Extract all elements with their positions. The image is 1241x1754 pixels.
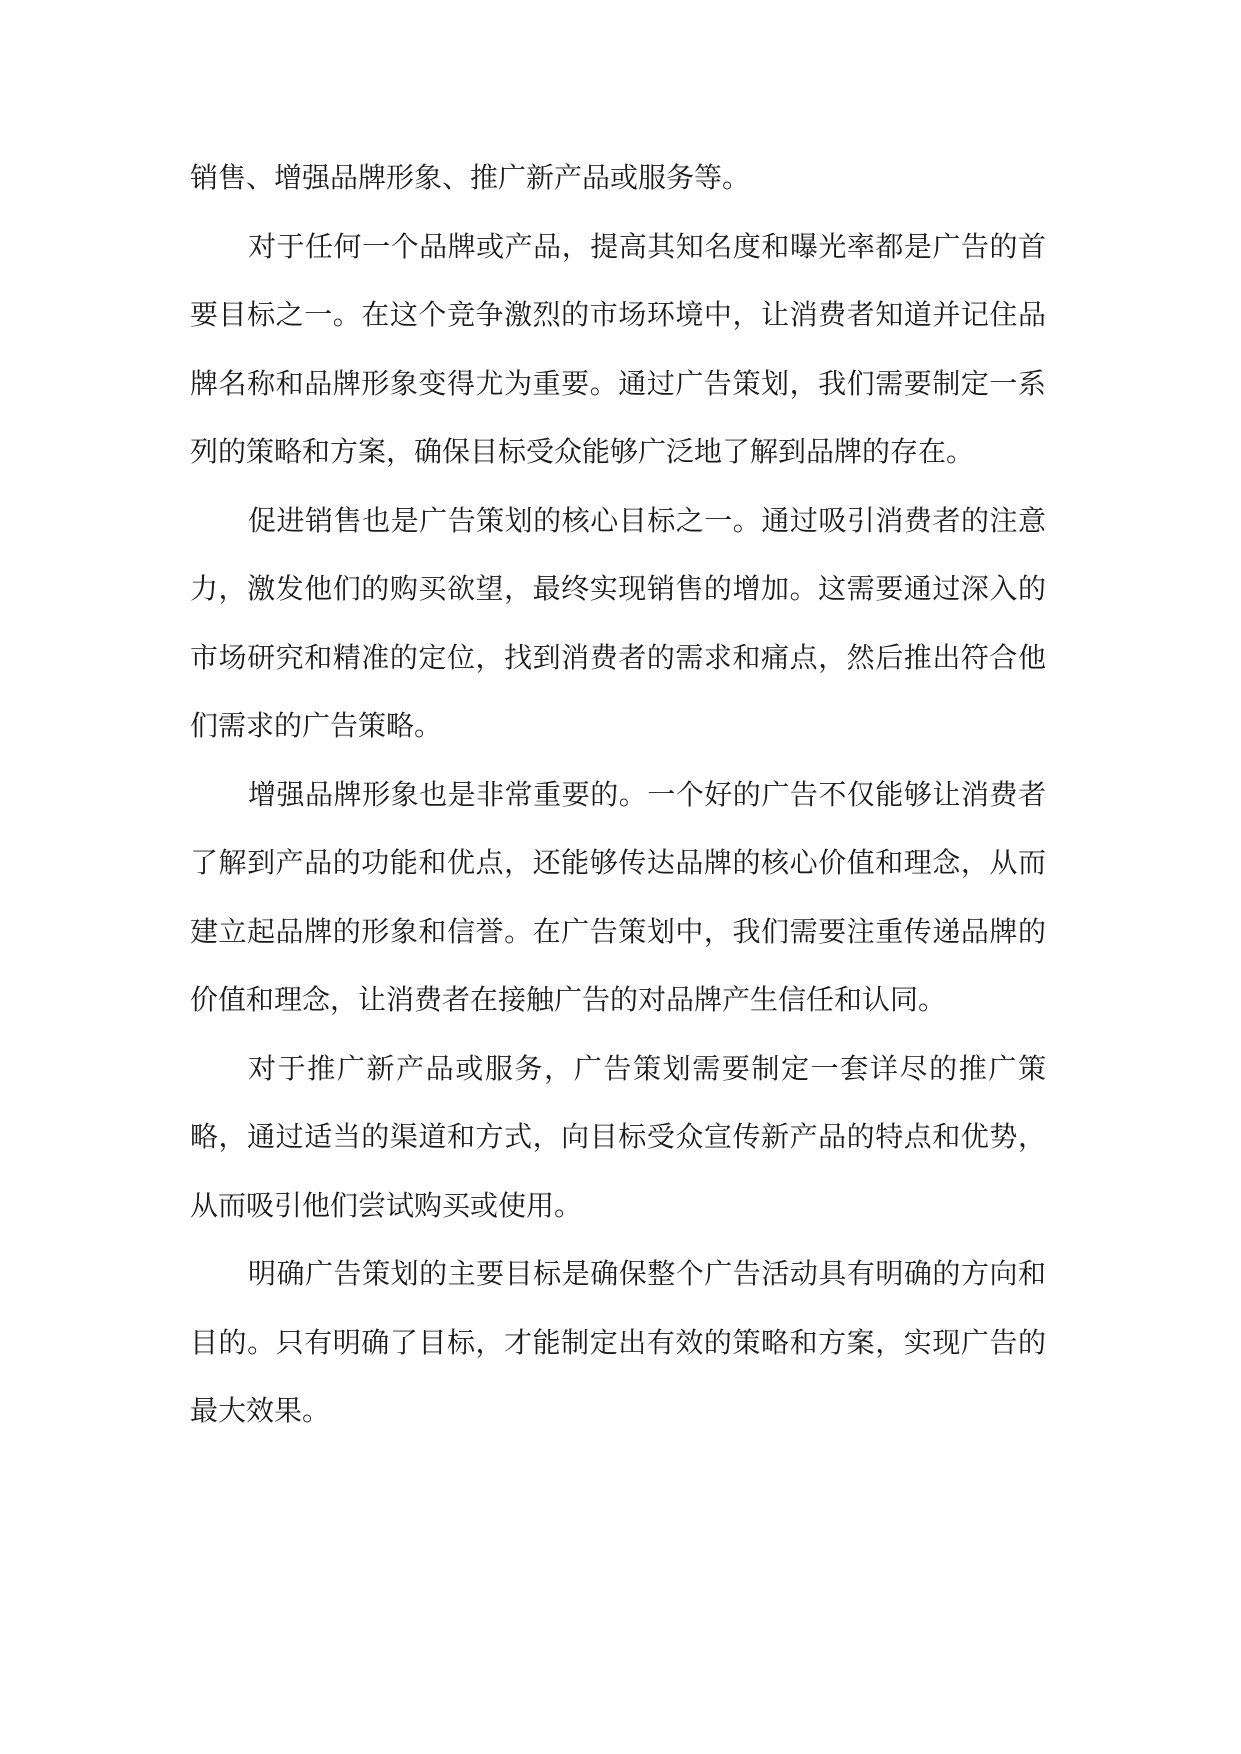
paragraph-3: 促进销售也是广告策划的核心目标之一。通过吸引消费者的注意力，激发他们的购买欲望，最终实现销售的增加。这需要通过深入的市场研究和精准的定位，找到消费者的需求和痛点，然后推出符合他们需求的广告策略。: [190, 503, 1046, 742]
paragraph-1: 销售、增强品牌形象、推广新产品或服务等。: [190, 161, 751, 194]
body-text: [190, 144, 1046, 1446]
paragraph-5: 对于推广新产品或服务，广告策划需要制定一套详尽的推广策略，通过适当的渠道和方式，向目标受众宣传新产品的特点和优势，从而吸引他们尝试购买或使用。: [190, 1051, 1046, 1222]
paragraph-2: 对于任何一个品牌或产品，提高其知名度和曝光率都是广告的首要目标之一。在这个竞争激烈的市场环境中，让消费者知道并记住品牌名称和品牌形象变得尤为重要。通过广告策划，我们需要制定一系列的策略和方案，确保目标受众能够广泛地了解到品牌的存在。: [190, 229, 1046, 468]
paragraph-4: 增强品牌形象也是非常重要的。一个好的广告不仅能够让消费者了解到产品的功能和优点，还能够传达品牌的核心价值和理念，从而建立起品牌的形象和信誉。在广告策划中，我们需要注重传递品牌的价值和理念，让消费者在接触广告的对品牌产生信任和认同。: [190, 777, 1046, 1016]
paragraph-6: 明确广告策划的主要目标是确保整个广告活动具有明确的方向和目的。只有明确了目标，才能制定出有效的策略和方案，实现广告的最大效果。: [190, 1257, 1046, 1427]
